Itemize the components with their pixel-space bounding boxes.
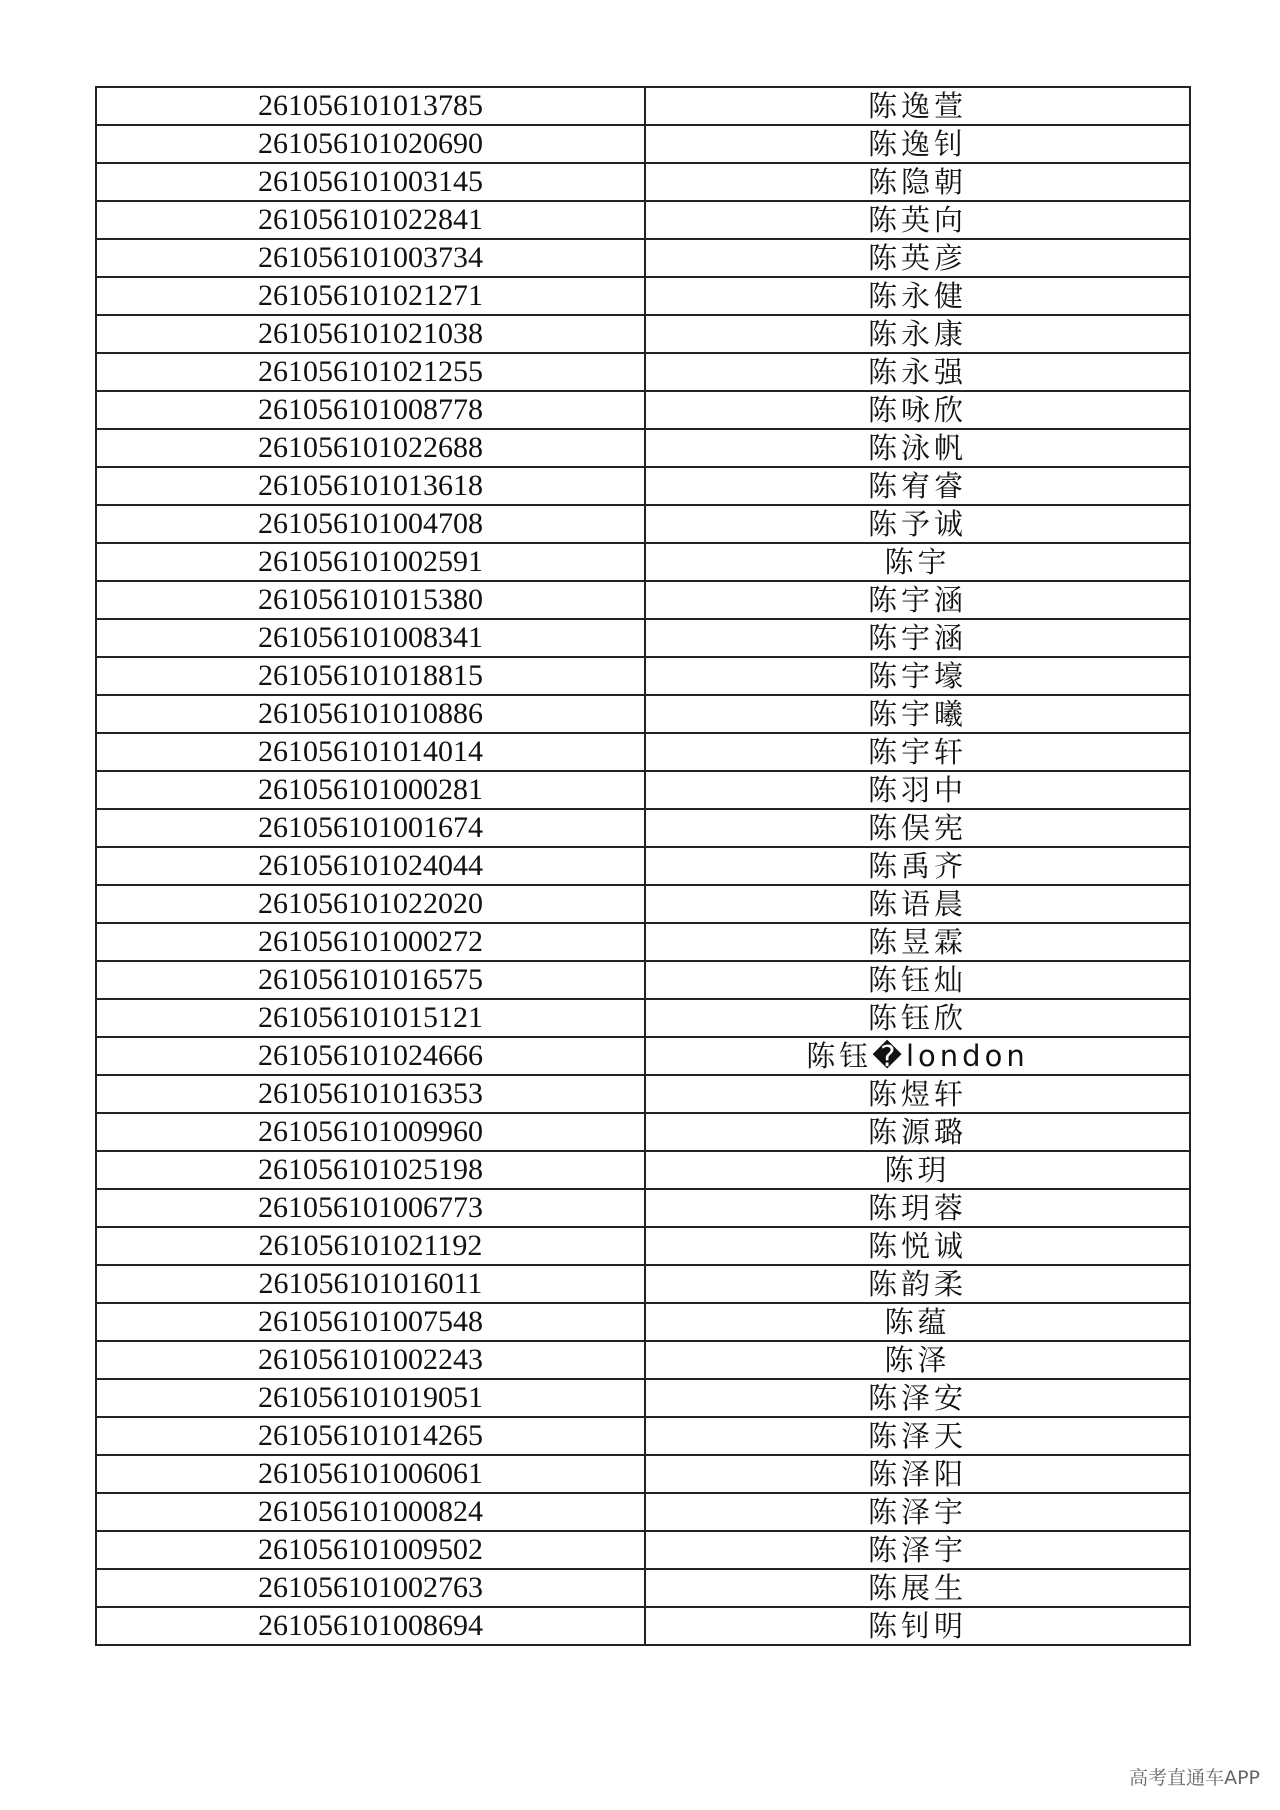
- candidate-name-cell: 陈泳帆: [645, 429, 1190, 467]
- candidate-id-cell: 261056101008778: [96, 391, 645, 429]
- watermark: 高考直通车APP: [1129, 1767, 1260, 1789]
- candidate-name-cell: 陈玥蓉: [645, 1189, 1190, 1227]
- table-row: [96, 1493, 1190, 1531]
- candidate-id-cell: 261056101009960: [96, 1113, 645, 1151]
- table-row: [96, 885, 1190, 923]
- table-row: [96, 1227, 1190, 1265]
- table-row: [96, 847, 1190, 885]
- table-row: [96, 391, 1190, 429]
- candidate-name-cell: 陈昱霖: [645, 923, 1190, 961]
- table-row: [96, 87, 1190, 125]
- candidate-name-cell: 陈韵柔: [645, 1265, 1190, 1303]
- table-row: [96, 315, 1190, 353]
- candidate-name-cell: 陈煜轩: [645, 1075, 1190, 1113]
- table-row: [96, 1455, 1190, 1493]
- table-row: [96, 1341, 1190, 1379]
- candidate-name-cell: 陈羽中: [645, 771, 1190, 809]
- roster-table: [95, 86, 1191, 1646]
- table-row: [96, 1417, 1190, 1455]
- candidate-id-cell: 261056101022688: [96, 429, 645, 467]
- candidate-name-cell: 陈泽宇: [645, 1531, 1190, 1569]
- candidate-name-cell: 陈宥睿: [645, 467, 1190, 505]
- candidate-id-cell: 261056101007548: [96, 1303, 645, 1341]
- candidate-name-cell: 陈宇: [645, 543, 1190, 581]
- table-row: [96, 429, 1190, 467]
- candidate-id-cell: 261056101021038: [96, 315, 645, 353]
- roster-body: [96, 87, 1190, 1645]
- candidate-id-cell: 261056101002591: [96, 543, 645, 581]
- candidate-id-cell: 261056101000272: [96, 923, 645, 961]
- candidate-name-cell: 陈隐朝: [645, 163, 1190, 201]
- candidate-id-cell: 261056101006061: [96, 1455, 645, 1493]
- candidate-id-cell: 261056101018815: [96, 657, 645, 695]
- candidate-name-cell: 陈英彦: [645, 239, 1190, 277]
- candidate-name-cell: 陈泽宇: [645, 1493, 1190, 1531]
- candidate-name-cell: 陈展生: [645, 1569, 1190, 1607]
- candidate-name-cell: 陈宇涵: [645, 619, 1190, 657]
- candidate-id-cell: 261056101024044: [96, 847, 645, 885]
- table-row: [96, 619, 1190, 657]
- table-row: [96, 239, 1190, 277]
- table-row: [96, 1037, 1190, 1075]
- candidate-name-cell: 陈语晨: [645, 885, 1190, 923]
- candidate-name-cell: 陈永健: [645, 277, 1190, 315]
- table-row: [96, 163, 1190, 201]
- table-row: [96, 1113, 1190, 1151]
- table-row: [96, 353, 1190, 391]
- candidate-id-cell: 261056101003145: [96, 163, 645, 201]
- candidate-id-cell: 261056101022020: [96, 885, 645, 923]
- table-row: [96, 695, 1190, 733]
- candidate-name-cell: 陈逸萱: [645, 87, 1190, 125]
- candidate-id-cell: 261056101016353: [96, 1075, 645, 1113]
- table-row: [96, 543, 1190, 581]
- candidate-name-cell: 陈俣宪: [645, 809, 1190, 847]
- candidate-id-cell: 261056101022841: [96, 201, 645, 239]
- candidate-name-cell: 陈予诚: [645, 505, 1190, 543]
- candidate-id-cell: 261056101000281: [96, 771, 645, 809]
- candidate-id-cell: 261056101006773: [96, 1189, 645, 1227]
- candidate-id-cell: 261056101025198: [96, 1151, 645, 1189]
- candidate-name-cell: 陈蕴: [645, 1303, 1190, 1341]
- candidate-id-cell: 261056101020690: [96, 125, 645, 163]
- candidate-id-cell: 261056101014014: [96, 733, 645, 771]
- candidate-id-cell: 261056101015121: [96, 999, 645, 1037]
- table-row: [96, 1189, 1190, 1227]
- table-row: [96, 1265, 1190, 1303]
- table-row: [96, 581, 1190, 619]
- candidate-name-cell: 陈禹齐: [645, 847, 1190, 885]
- table-row: [96, 961, 1190, 999]
- table-row: [96, 809, 1190, 847]
- table-row: [96, 999, 1190, 1037]
- candidate-id-cell: 261056101013785: [96, 87, 645, 125]
- candidate-name-cell: 陈宇涵: [645, 581, 1190, 619]
- candidate-name-cell: 陈玥: [645, 1151, 1190, 1189]
- candidate-id-cell: 261056101016011: [96, 1265, 645, 1303]
- candidate-name-cell: 陈宇轩: [645, 733, 1190, 771]
- candidate-name-cell: 陈悦诚: [645, 1227, 1190, 1265]
- candidate-id-cell: 261056101008694: [96, 1607, 645, 1645]
- candidate-id-cell: 261056101014265: [96, 1417, 645, 1455]
- candidate-name-cell: 陈泽天: [645, 1417, 1190, 1455]
- candidate-id-cell: 261056101015380: [96, 581, 645, 619]
- candidate-id-cell: 261056101021192: [96, 1227, 645, 1265]
- table-row: [96, 1075, 1190, 1113]
- table-row: [96, 1303, 1190, 1341]
- candidate-id-cell: 261056101002763: [96, 1569, 645, 1607]
- table-row: [96, 277, 1190, 315]
- candidate-id-cell: 261056101008341: [96, 619, 645, 657]
- table-row: [96, 1531, 1190, 1569]
- candidate-id-cell: 261056101004708: [96, 505, 645, 543]
- table-row: [96, 733, 1190, 771]
- candidate-name-cell: 陈钊明: [645, 1607, 1190, 1645]
- candidate-name-cell: 陈英向: [645, 201, 1190, 239]
- table-row: [96, 505, 1190, 543]
- table-row: [96, 1379, 1190, 1417]
- candidate-id-cell: 261056101010886: [96, 695, 645, 733]
- candidate-name-cell: 陈永康: [645, 315, 1190, 353]
- table-row: [96, 1151, 1190, 1189]
- candidate-name-cell: 陈泽: [645, 1341, 1190, 1379]
- candidate-id-cell: 261056101001674: [96, 809, 645, 847]
- candidate-name-cell: 陈泽阳: [645, 1455, 1190, 1493]
- candidate-id-cell: 261056101021255: [96, 353, 645, 391]
- table-row: [96, 1607, 1190, 1645]
- candidate-id-cell: 261056101013618: [96, 467, 645, 505]
- candidate-name-cell: 陈宇壕: [645, 657, 1190, 695]
- candidate-id-cell: 261056101019051: [96, 1379, 645, 1417]
- candidate-name-cell: 陈钰灿: [645, 961, 1190, 999]
- table-row: [96, 1569, 1190, 1607]
- table-row: [96, 657, 1190, 695]
- candidate-name-cell: 陈永强: [645, 353, 1190, 391]
- candidate-name-cell: 陈泽安: [645, 1379, 1190, 1417]
- candidate-name-cell: 陈宇曦: [645, 695, 1190, 733]
- candidate-id-cell: 261056101003734: [96, 239, 645, 277]
- table-row: [96, 923, 1190, 961]
- candidate-id-cell: 261056101021271: [96, 277, 645, 315]
- table-row: [96, 201, 1190, 239]
- candidate-name-cell: 陈钰�london: [645, 1037, 1190, 1075]
- candidate-name-cell: 陈逸钊: [645, 125, 1190, 163]
- candidate-name-cell: 陈钰欣: [645, 999, 1190, 1037]
- table-row: [96, 771, 1190, 809]
- table-row: [96, 467, 1190, 505]
- candidate-id-cell: 261056101024666: [96, 1037, 645, 1075]
- candidate-id-cell: 261056101000824: [96, 1493, 645, 1531]
- candidate-name-cell: 陈咏欣: [645, 391, 1190, 429]
- table-row: [96, 125, 1190, 163]
- candidate-name-cell: 陈源璐: [645, 1113, 1190, 1151]
- candidate-id-cell: 261056101002243: [96, 1341, 645, 1379]
- candidate-id-cell: 261056101016575: [96, 961, 645, 999]
- candidate-id-cell: 261056101009502: [96, 1531, 645, 1569]
